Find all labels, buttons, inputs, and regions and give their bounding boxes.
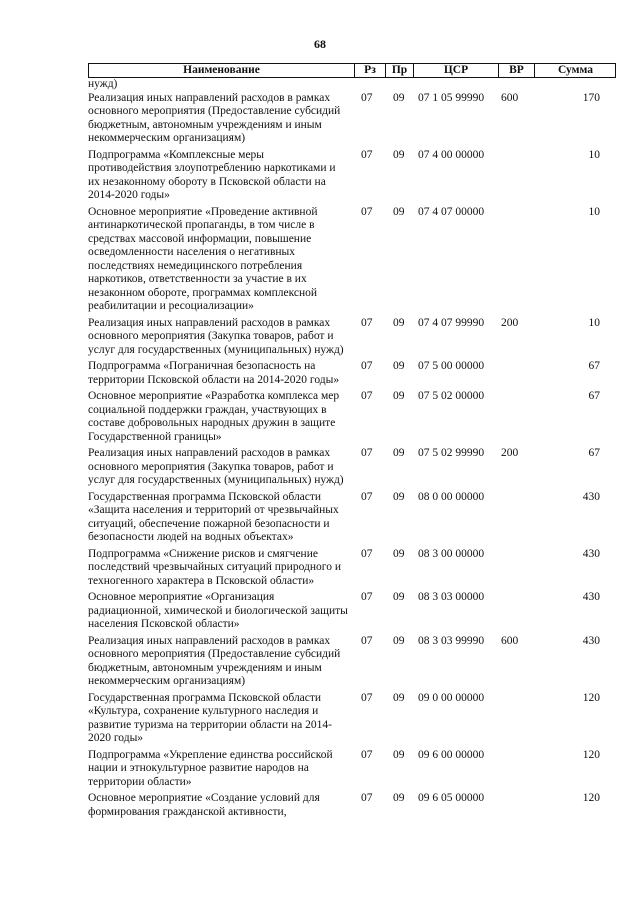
row-sum: 10: [588, 316, 600, 329]
row-rz: 07: [361, 547, 373, 560]
row-csr: 07 4 07 00000: [418, 205, 485, 218]
budget-table: [88, 63, 616, 819]
row-name: Реализация иных направлений расходов в рамках основного мероприятия (Закупка товаров, работ и услуг для государственных (муниципальных) нужд): [88, 447, 344, 486]
row-vr: 200: [501, 316, 519, 329]
row-sum: 120: [582, 691, 600, 704]
table-row: [88, 206, 616, 314]
row-name: Реализация иных направлений расходов в рамках основного мероприятия (Предоставление субсидий бюджетным, автономным учреждениям и иным некоммерческим организациям): [88, 634, 341, 687]
row-name: Основное мероприятие «Разработка комплекса мер социальной поддержки граждан, участвующих в составе добровольных народных дружин в защите Государственной границы»: [88, 390, 340, 443]
row-pr: 09: [393, 447, 405, 459]
table-row: [88, 360, 616, 387]
row-csr: 07 5 00 00000: [418, 360, 485, 372]
continuation-row: [88, 78, 616, 92]
row-sum: 67: [588, 360, 600, 372]
row-rz: 07: [361, 360, 373, 372]
row-pr: 09: [393, 792, 405, 804]
row-pr: 09: [393, 360, 405, 372]
row-pr: 09: [393, 591, 405, 603]
row-name: Подпрограмма «Укрепление единства российской нации и этнокультурное развитие народов на территории области»: [88, 748, 333, 788]
header-rz: Рз: [354, 64, 385, 77]
row-csr: 08 3 03 99990: [418, 634, 485, 647]
header-pr: Пр: [385, 64, 413, 77]
row-pr: 09: [393, 691, 405, 704]
table-row: [88, 635, 616, 689]
row-rz: 07: [361, 390, 373, 402]
row-rz: 07: [361, 447, 373, 459]
row-csr: 07 1 05 99990: [418, 91, 485, 104]
row-name: Подпрограмма «Комплексные меры противодействия злоупотреблению наркотиками и их незаконному обороту в Псковской области на 2014-2020 годы»: [88, 148, 336, 201]
row-rz: 07: [361, 205, 373, 218]
row-sum: 430: [582, 547, 600, 560]
row-name: Основное мероприятие «Создание условий для формирования гражданской активности,: [88, 792, 320, 818]
table-row: [88, 591, 616, 632]
row-sum: 430: [582, 591, 600, 603]
table-row: [88, 447, 616, 488]
row-sum: 430: [582, 634, 600, 647]
row-name: Государственная программа Псковской области «Культура, сохранение культурного наследия и развитие туризма на территории области на 2014-2020 годы»: [88, 691, 332, 744]
row-sum: 10: [588, 148, 600, 161]
row-name: Подпрограмма «Снижение рисков и смягчение последствий чрезвычайных ситуаций природного и техногенного характера в Псковской области»: [88, 547, 341, 587]
row-csr: 09 6 00 00000: [418, 748, 485, 761]
row-pr: 09: [393, 148, 405, 161]
row-pr: 09: [393, 91, 405, 104]
row-sum: 10: [588, 205, 600, 218]
row-pr: 09: [393, 316, 405, 329]
row-pr: 09: [393, 748, 405, 761]
row-name: Основное мероприятие «Проведение активной антинаркотической пропаганды, в том числе в средствах массовой информации, повышение осведомленности населения о негативных последствиях немедицинского потребления наркотиков, ответственности за участие в их незаконном обороте, программах комплексной реабилитации и ресоциализации»: [88, 205, 318, 312]
row-vr: 600: [501, 91, 519, 104]
row-pr: 09: [393, 490, 405, 503]
row-pr: 09: [393, 390, 405, 402]
row-rz: 07: [361, 748, 373, 761]
row-pr: 09: [393, 634, 405, 647]
table-row: [88, 491, 616, 545]
row-csr: 09 6 05 00000: [418, 792, 485, 804]
row-name: Реализация иных направлений расходов в рамках основного мероприятия (Предоставление субсидий бюджетным, автономным учреждениям и иным некоммерческим организациям): [88, 91, 341, 144]
row-rz: 07: [361, 148, 373, 161]
row-pr: 09: [393, 547, 405, 560]
header-sum: Сумма: [534, 64, 616, 77]
row-name: Реализация иных направлений расходов в рамках основного мероприятия (Закупка товаров, работ и услуг для государственных (муниципальных) нужд): [88, 316, 344, 356]
row-name: Основное мероприятие «Организация радиационной, химической и биологической защиты населения Псковской области»: [88, 591, 348, 630]
row-vr: 600: [501, 634, 519, 647]
row-sum: 120: [582, 792, 600, 804]
table-row: [88, 92, 616, 146]
header-name: Наименование: [183, 64, 260, 76]
row-sum: 170: [582, 91, 600, 104]
row-pr: 09: [393, 205, 405, 218]
row-rz: 07: [361, 792, 373, 804]
table-row: [88, 749, 616, 790]
table-row: [88, 149, 616, 203]
row-csr: 08 0 00 00000: [418, 490, 485, 503]
table-row: [88, 548, 616, 589]
table-row: [88, 390, 616, 444]
table-header: [88, 63, 616, 78]
table-row: [88, 792, 616, 819]
row-sum: 67: [588, 390, 600, 402]
row-csr: 07 4 00 00000: [418, 148, 485, 161]
row-rz: 07: [361, 691, 373, 704]
row-rz: 07: [361, 634, 373, 647]
row-name: Подпрограмма «Пограничная безопасность на территории Псковской области на 2014-2020 годы»: [88, 360, 340, 386]
row-csr: 08 3 00 00000: [418, 547, 485, 560]
row-csr: 09 0 00 00000: [418, 691, 485, 704]
row-rz: 07: [361, 591, 373, 603]
header-vr: ВР: [498, 64, 534, 77]
table-row: [88, 692, 616, 746]
header-csr: ЦСР: [413, 64, 498, 77]
row-rz: 07: [361, 490, 373, 503]
row-csr: 07 5 02 99990: [418, 447, 485, 459]
row-sum: 430: [582, 490, 600, 503]
row-csr: 07 4 07 99990: [418, 316, 485, 329]
row-vr: 200: [501, 447, 519, 459]
row-csr: 08 3 03 00000: [418, 591, 485, 603]
row-sum: 67: [588, 447, 600, 459]
row-sum: 120: [582, 748, 600, 761]
row-rz: 07: [361, 316, 373, 329]
row-csr: 07 5 02 00000: [418, 390, 485, 402]
table-row: [88, 317, 616, 358]
continuation-text: нужд): [88, 78, 118, 90]
row-name: Государственная программа Псковской области «Защита населения и территорий от чрезвычайных ситуаций, обеспечение пожарной безопасности и безопасности людей на водных объектах»: [88, 490, 339, 543]
page-number: 68: [314, 37, 326, 51]
row-rz: 07: [361, 91, 373, 104]
